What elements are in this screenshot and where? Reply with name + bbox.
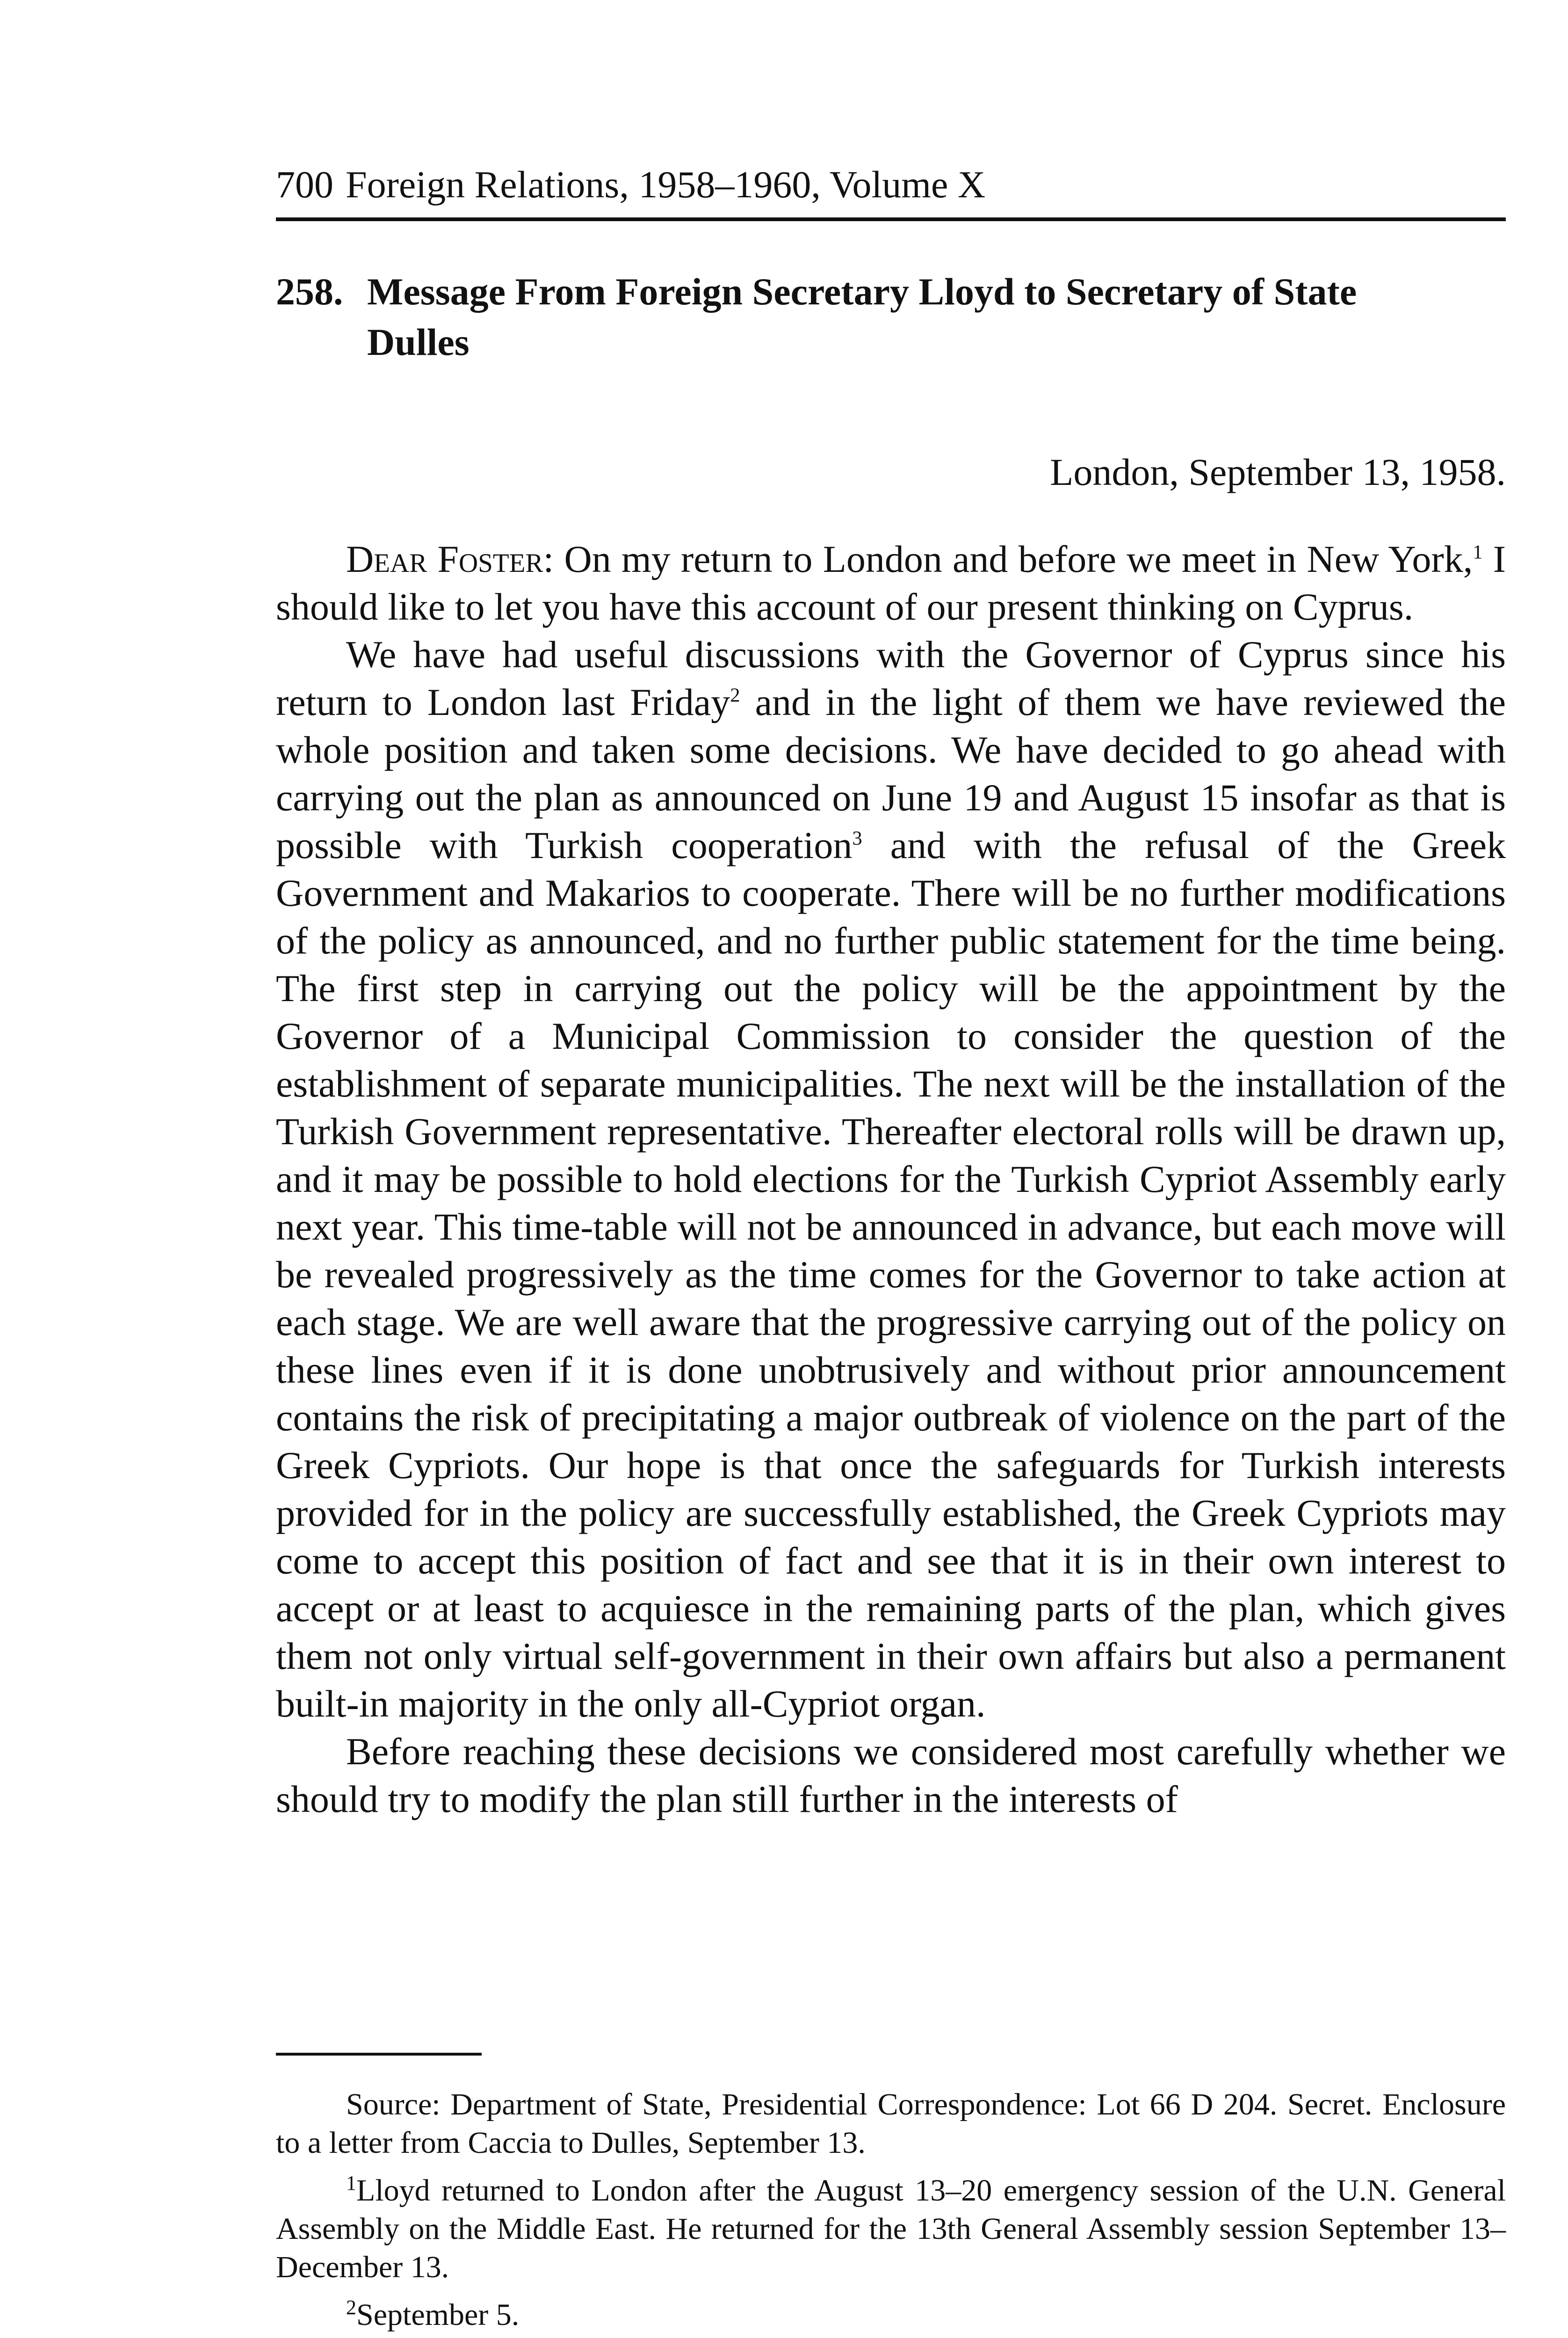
dateline: London, September 13, 1958. bbox=[1050, 451, 1506, 493]
footnotes bbox=[276, 2085, 1506, 2338]
source-note: Source: Department of State, Presidential Correspondence: Lot 66 D 204. Secret. Enclosure to a letter from Caccia to Dulles, September 13. bbox=[276, 2087, 1506, 2160]
title-line-1: Message From Foreign Secretary Lloyd to Secretary of State bbox=[367, 270, 1357, 313]
header-rule bbox=[276, 217, 1506, 221]
footnote-1-mark: 1 bbox=[346, 2172, 356, 2194]
footnote-rule bbox=[276, 2053, 482, 2056]
paragraph-2-text-a: We have had useful discussions with the Governor of Cyprus since his return to London last Friday bbox=[276, 633, 1506, 723]
paragraph-2 bbox=[276, 631, 1506, 1728]
document-title bbox=[276, 267, 1506, 368]
footnote-2 bbox=[276, 2296, 1506, 2334]
salutation: Dear Foster: bbox=[346, 538, 554, 580]
running-title: Foreign Relations, 1958–1960, Volume X bbox=[346, 163, 986, 206]
paragraph-1-text-a: On my return to London and before we meet in New York, bbox=[554, 538, 1473, 580]
document-number: 258. bbox=[276, 270, 343, 313]
footnote-ref-2: 2 bbox=[730, 684, 740, 707]
footnote-2-mark: 2 bbox=[346, 2296, 356, 2319]
paragraph-2-text-b: and in the light of them we have reviewed the whole position and taken some decisions. We have decided to go ahead with carrying out the plan as announced on June 19 and August 15 insofar as that is possible with Turkish cooperation bbox=[276, 681, 1506, 866]
paragraph-1-text-b: I should like to let you have this account of our present thinking on Cyprus. bbox=[276, 538, 1506, 628]
letter-body bbox=[276, 535, 1506, 1823]
paragraph-1 bbox=[276, 535, 1506, 631]
footnote-2-text: September 5. bbox=[356, 2298, 520, 2332]
paragraph-2-text-c: and with the refusal of the Greek Government and Makarios to cooperate. There will be no further modifications of the policy as announced, and no further public statement for the time being. The first step in carrying out the policy will be the appointment by the Governor of a Municipal Commission to consider the question of the establishment of separate municipalities. The next will be the installation of the Turkish Government representative. Thereafter electoral rolls will be drawn up, and it may be possible to hold elections for the Turkish Cypriot Assembly early next year. This time-table will not be announced in advance, but each move will be revealed progressively as the time comes for the Governor to take action at each stage. We are well aware that the progressive carrying out of the policy on these lines even if it is done unobtrusively and without prior announcement contains the risk of precipitating a major outbreak of violence on the part of the Greek Cypriots. Our hope is that once the safeguards for Turkish interests provided for in the policy are successfully established, the Greek Cypriots may come to accept this position of fact and see that it is in their own interest to accept or at least to acquiesce in the remaining parts of the plan, which gives them not only virtual self-government in their own affairs but also a permanent built-in majority in the only all-Cypriot organ. bbox=[276, 824, 1506, 1725]
running-header bbox=[276, 161, 1506, 213]
footnote-1-text: Lloyd returned to London after the August 13–20 emergency session of the U.N. General Assembly on the Middle East. He returned for the 13th General Assembly session September 13–December 13. bbox=[276, 2173, 1506, 2284]
page-number: 700 bbox=[276, 163, 333, 206]
paragraph-3: Before reaching these decisions we considered most carefully whether we should try to modify the plan still further in the interests of bbox=[276, 1730, 1506, 1820]
footnote-ref-3: 3 bbox=[852, 827, 862, 850]
footnote-1 bbox=[276, 2172, 1506, 2287]
footnote-ref-1: 1 bbox=[1473, 541, 1483, 563]
title-line-2: Dulles bbox=[367, 321, 470, 363]
